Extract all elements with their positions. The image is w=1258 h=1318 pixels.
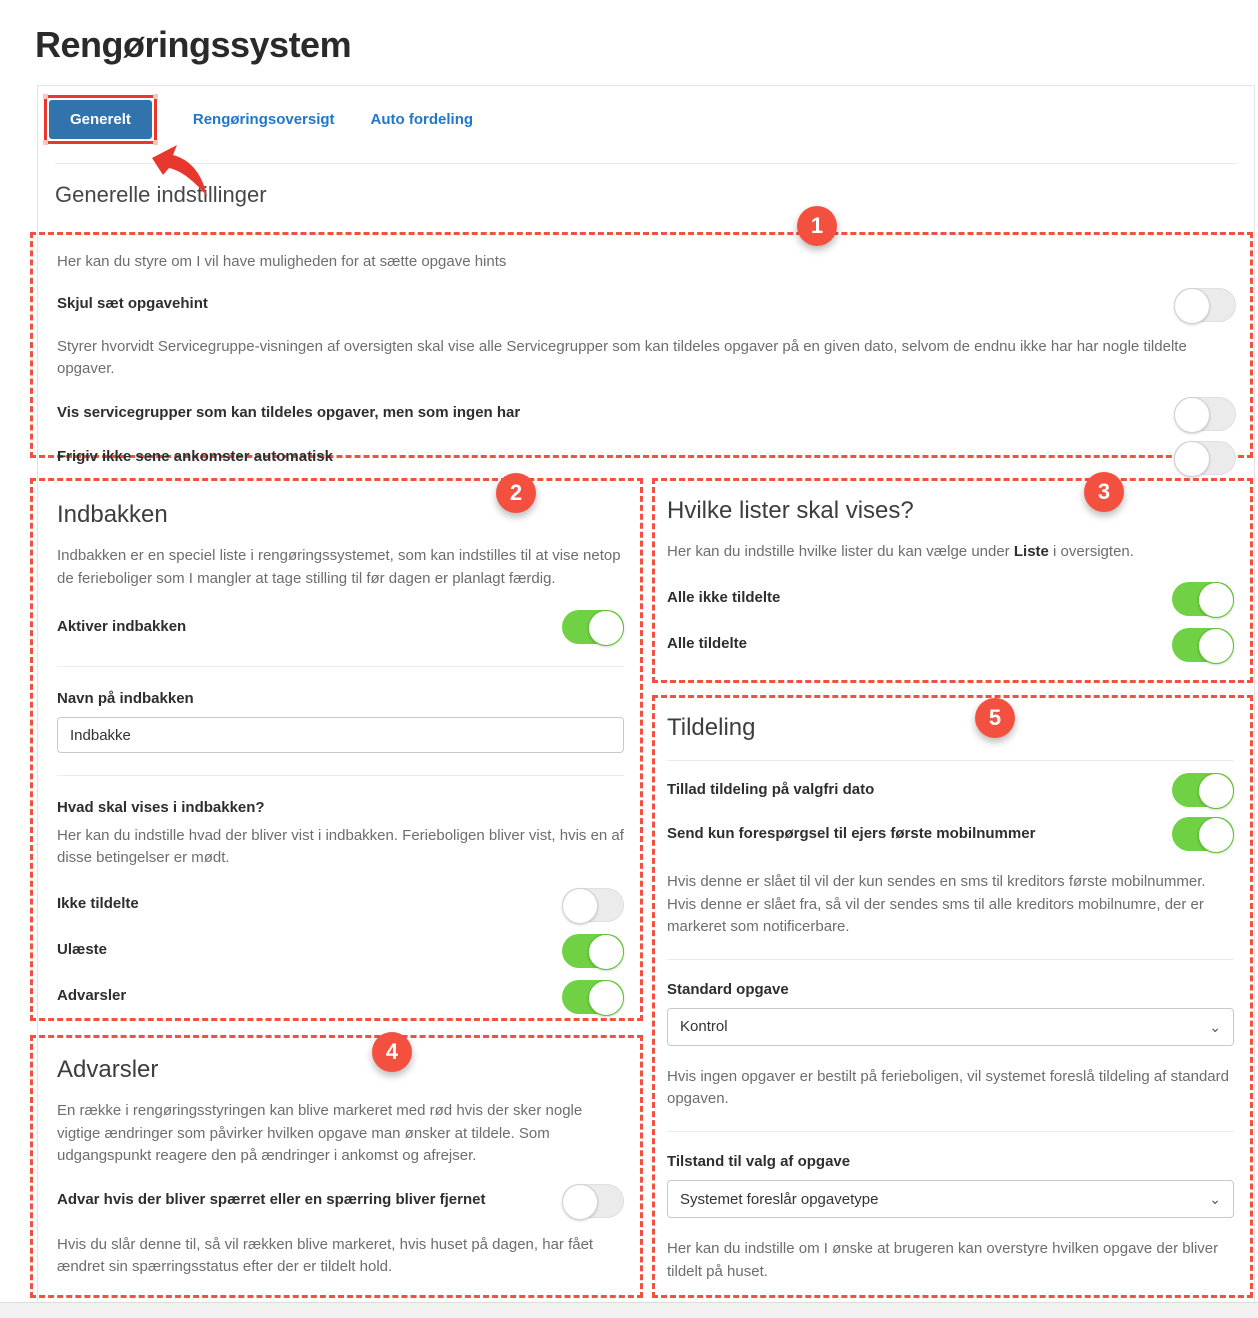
- vis-servicegrupper-toggle[interactable]: [1174, 397, 1236, 431]
- setting-row: [667, 817, 1234, 851]
- annotation-highlight-box: [44, 95, 157, 144]
- divider: [57, 775, 624, 776]
- section-tildeling: [652, 695, 1253, 1298]
- inbox-name-label: Navn på indbakken: [57, 690, 194, 707]
- tab-generelt[interactable]: Generelt: [49, 100, 152, 139]
- divider: [667, 959, 1234, 960]
- setting-label: Vis servicegrupper som kan tildeles opgaver, men som ingen har: [57, 404, 521, 422]
- inbox-name-input[interactable]: [57, 717, 624, 753]
- setting-row: [667, 628, 1234, 662]
- tab-rengoringsoversigt[interactable]: Rengøringsoversigt: [192, 111, 335, 128]
- arrow-icon: [150, 144, 212, 202]
- description-text: i oversigten.: [1048, 543, 1134, 560]
- select-value: Kontrol: [680, 1018, 728, 1036]
- section-heading: Generelle indstillinger: [55, 182, 267, 207]
- standard-opgave-note: Hvis ingen opgaver er bestilt på ferieboligen, vil systemet foreslå tildeling af standard opgaven.: [667, 1067, 1229, 1108]
- setting-description: Styrer hvorvidt Servicegruppe-visningen af oversigten skal vise alle Servicegrupper som kan tildeles opgaver på en given dato, selvom de endnu ikke har har nogle tildelte opgaver.: [57, 337, 1187, 377]
- advar-spaerring-toggle[interactable]: [562, 1184, 624, 1218]
- frigiv-ankomster-toggle[interactable]: [1174, 441, 1236, 475]
- setting-label: Ulæste: [57, 941, 108, 959]
- section-title: Advarsler: [57, 1056, 159, 1083]
- general-intro: Her kan du styre om I vil have muligheden for at sætte opgave hints: [57, 253, 507, 270]
- section-title: Hvilke lister skal vises?: [667, 497, 914, 524]
- tillad-valgfri-dato-toggle[interactable]: [1172, 773, 1234, 807]
- setting-row: [57, 934, 624, 968]
- setting-row: [667, 582, 1234, 616]
- annotation-badge-5: 5: [975, 698, 1015, 738]
- selection-handle: [43, 140, 48, 145]
- setting-row: [57, 397, 1236, 431]
- setting-label: Tillad tildeling på valgfri dato: [667, 780, 875, 798]
- setting-label: Frigiv ikke sene ankomster automatisk: [57, 448, 333, 466]
- setting-row: [667, 773, 1234, 807]
- setting-label: Send kun forespørgsel til ejers første mobilnummer: [667, 824, 1036, 842]
- chevron-down-icon: ⌄: [1209, 1191, 1221, 1207]
- divider: [667, 1131, 1234, 1132]
- section-title: Indbakken: [57, 501, 168, 528]
- skjul-opgavehint-toggle[interactable]: [1174, 288, 1236, 322]
- tilstand-select[interactable]: [667, 1180, 1234, 1218]
- setting-note: Hvis du slår denne til, så vil rækken blive markeret, hvis huset på dagen, har fået ændret sin spærringsstatus efter der er tildelt hold.: [57, 1235, 594, 1275]
- annotation-badge-1: 1: [797, 206, 837, 246]
- advarsler-toggle[interactable]: [562, 980, 624, 1014]
- tilstand-note: Her kan du indstille om I ønske at brugeren kan overstyre hvilken opgave der bliver tildelt på huset.: [667, 1240, 1219, 1280]
- ulaeste-toggle[interactable]: [562, 934, 624, 968]
- section-indbakken: [30, 478, 643, 1021]
- section-description: Indbakken er en speciel liste i rengøringssystemet, som kan indstilles til at vise netop de ferieboliger som I mangler at tage stilling til før dagen er planlagt færdig.: [57, 547, 621, 587]
- sms-note: Hvis denne er slået til vil der kun sendes en sms til kreditors første mobilnummer. Hvis denne er slået fra, så vil der sendes sms til alle kreditors mobilnumre, der er markeret som notificerbare.: [667, 873, 1206, 935]
- selection-handle: [43, 94, 48, 99]
- section-advarsler: [30, 1035, 643, 1298]
- select-value: Systemet foreslår opgavetype: [680, 1190, 879, 1208]
- tab-divider: [55, 163, 1237, 164]
- annotation-badge-2: 2: [496, 473, 536, 513]
- setting-label: Advarsler: [57, 987, 127, 1005]
- aktiver-indbakken-toggle[interactable]: [562, 610, 624, 644]
- setting-row: [57, 288, 1236, 322]
- standard-opgave-select[interactable]: [667, 1008, 1234, 1046]
- setting-label: Alle ikke tildelte: [667, 589, 781, 607]
- alle-tildelte-toggle[interactable]: [1172, 628, 1234, 662]
- setting-label: Alle tildelte: [667, 635, 748, 653]
- section-description: En række i rengøringsstyringen kan blive markeret med rød hvis der sker nogle vigtige ændringer som påvirker hvilken opgave man ønsker at tildele. Som udgangspunkt reagere den på ændringer i ankomst og afrejser.: [57, 1102, 583, 1164]
- section-title: Tildeling: [667, 714, 756, 741]
- setting-row: [57, 980, 624, 1014]
- setting-label: Advar hvis der bliver spærret eller en spærring bliver fjernet: [57, 1191, 486, 1209]
- standard-opgave-label: Standard opgave: [667, 980, 789, 998]
- setting-row: [57, 1184, 624, 1218]
- setting-row: [57, 441, 1236, 475]
- section-description: [667, 541, 1234, 564]
- inbox-contents-title: Hvad skal vises i indbakken?: [57, 799, 265, 817]
- tab-auto-fordeling[interactable]: Auto fordeling: [370, 111, 474, 128]
- section-lister: [652, 478, 1253, 683]
- selection-handle: [153, 94, 158, 99]
- ikke-tildelte-toggle[interactable]: [562, 888, 624, 922]
- setting-row: [57, 610, 624, 644]
- alle-ikke-tildelte-toggle[interactable]: [1172, 582, 1234, 616]
- setting-row: [57, 888, 624, 922]
- tilstand-label: Tilstand til valg af opgave: [667, 1152, 851, 1170]
- annotation-badge-4: 4: [372, 1032, 412, 1072]
- section-general: [30, 232, 1253, 466]
- inbox-contents-description: Her kan du indstille hvad der bliver vist i indbakken. Ferieboligen bliver vist, hvis en af disse betingelser er mødt.: [57, 826, 624, 866]
- setting-label: Aktiver indbakken: [57, 617, 187, 635]
- setting-label: Ikke tildelte: [57, 895, 139, 913]
- description-bold: Liste: [1013, 543, 1049, 560]
- chevron-down-icon: ⌄: [1209, 1018, 1221, 1035]
- next-section-strip: [0, 1302, 1258, 1318]
- send-kun-foersteg-mobil-toggle[interactable]: [1172, 817, 1234, 851]
- setting-label: Skjul sæt opgavehint: [57, 295, 208, 313]
- divider: [57, 666, 624, 667]
- annotation-badge-3: 3: [1084, 472, 1124, 512]
- description-text: Her kan du indstille hvilke lister du kan vælge under: [667, 543, 1014, 560]
- divider: [667, 760, 1234, 761]
- tab-bar: [44, 95, 473, 144]
- page-title: Rengøringssystem: [35, 24, 352, 65]
